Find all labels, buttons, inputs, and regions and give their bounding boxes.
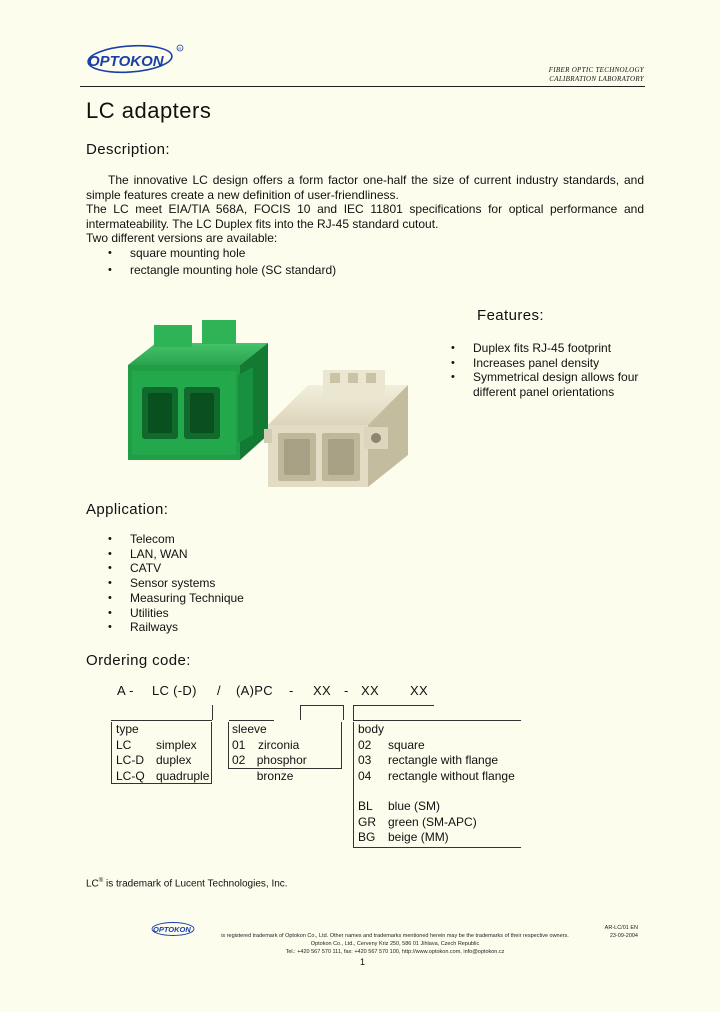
- sleeve-table: sleeve 01 zirconia 02 phosphor bronze: [228, 722, 342, 769]
- code-part-lc: LC (-D): [152, 683, 197, 698]
- connector-line: [353, 705, 354, 720]
- type-table: type LC simplex LC-D duplex LC-Q quadruple: [111, 722, 212, 784]
- underline-body: [353, 720, 521, 721]
- footer-doc-info: AR-LC/01 EN 23-09-2004: [604, 925, 638, 939]
- code-part-sleeve: XX: [313, 683, 331, 698]
- list-item: • LAN, WAN: [108, 547, 244, 562]
- description-heading: Description:: [86, 141, 170, 158]
- code-part-slash: /: [217, 683, 221, 698]
- list-item: • Utilities: [108, 606, 244, 621]
- sleeve-bracket: [300, 705, 344, 720]
- list-item: • square mounting hole: [108, 246, 336, 261]
- header-rule: [80, 86, 645, 87]
- svg-text:OPTOKON: OPTOKON: [153, 925, 191, 934]
- footer-line3: Tel.: +420 567 570 111, fax: +420 567 570 100, http://www.optokon.com, info@optokon.cz: [285, 949, 505, 955]
- application-heading: Application:: [86, 501, 169, 518]
- footer-line2: Optokon Co., Ltd., Cerveny Kriz 250, 586 01 Jihlava, Czech Republic: [310, 941, 480, 947]
- connector-line: [212, 705, 213, 720]
- code-part-body: XX: [361, 683, 379, 698]
- list-item: • rectangle mounting hole (SC standard): [108, 263, 336, 278]
- list-item: • Duplex fits RJ-45 footprint: [451, 341, 651, 356]
- underline-type: [111, 720, 212, 721]
- list-item: • Railways: [108, 620, 244, 635]
- features-list: [451, 341, 651, 400]
- trademark-note: LC® is trademark of Lucent Technologies, Inc.: [86, 878, 288, 890]
- footer-logo: [150, 920, 200, 938]
- beige-adapter: [264, 370, 408, 487]
- application-list: [108, 532, 244, 635]
- versions-list: [108, 246, 336, 277]
- code-part-a: A -: [117, 683, 134, 698]
- underline-sleeve: [229, 720, 274, 721]
- body-table-bottom-rule: [353, 847, 521, 848]
- lc-adapters-photo: [118, 315, 424, 489]
- list-item: • Telecom: [108, 532, 244, 547]
- description-para1: The innovative LC design offers a form factor one-half the size of current industry standards, and simple features create a new definition of user-friendliness.: [86, 173, 644, 202]
- description-para2: The LC meet EIA/TIA 568A, FOCIS 10 and IEC 11801 specifications for optical performance and intermateability. The LC Duplex fits into the RJ-45 standard cutout.: [86, 202, 644, 231]
- body-table: body 02 square 03 rectangle with flange 04 rectangle without flange BL blue (SM) GR green (SM-APC) BG beige (MM): [353, 722, 521, 848]
- code-part-dash1: -: [289, 683, 294, 698]
- list-item: • Sensor systems: [108, 576, 244, 591]
- logo-text: OPTOKON: [88, 53, 164, 70]
- optokon-logo: [80, 40, 190, 80]
- code-part-color: XX: [410, 683, 428, 698]
- features-heading: Features:: [477, 307, 544, 324]
- header-tagline: FIBER OPTIC TECHNOLOGY CALIBRATION LABORATORY: [548, 66, 644, 83]
- list-item: • Increases panel density: [451, 356, 651, 371]
- list-item: • Measuring Technique: [108, 591, 244, 606]
- page-title: LC adapters: [86, 98, 212, 123]
- ordering-heading: Ordering code:: [86, 652, 191, 669]
- code-part-pc: (A)PC: [236, 683, 273, 698]
- page-number: 1: [360, 957, 366, 967]
- green-adapter: [128, 320, 268, 460]
- list-item: • Symmetrical design allows four different panel orientations: [451, 370, 651, 399]
- code-part-dash2: -: [344, 683, 349, 698]
- body-color-bracket: [353, 705, 434, 706]
- list-item: • CATV: [108, 561, 244, 576]
- footer-line1: is registered trademark of Optokon Co., Ltd. Other names and trademarks mentioned herein may be the trademarks of their respective owners.: [221, 933, 569, 939]
- svg-text:R: R: [178, 46, 182, 51]
- description-para3: Two different versions are available:: [86, 231, 278, 245]
